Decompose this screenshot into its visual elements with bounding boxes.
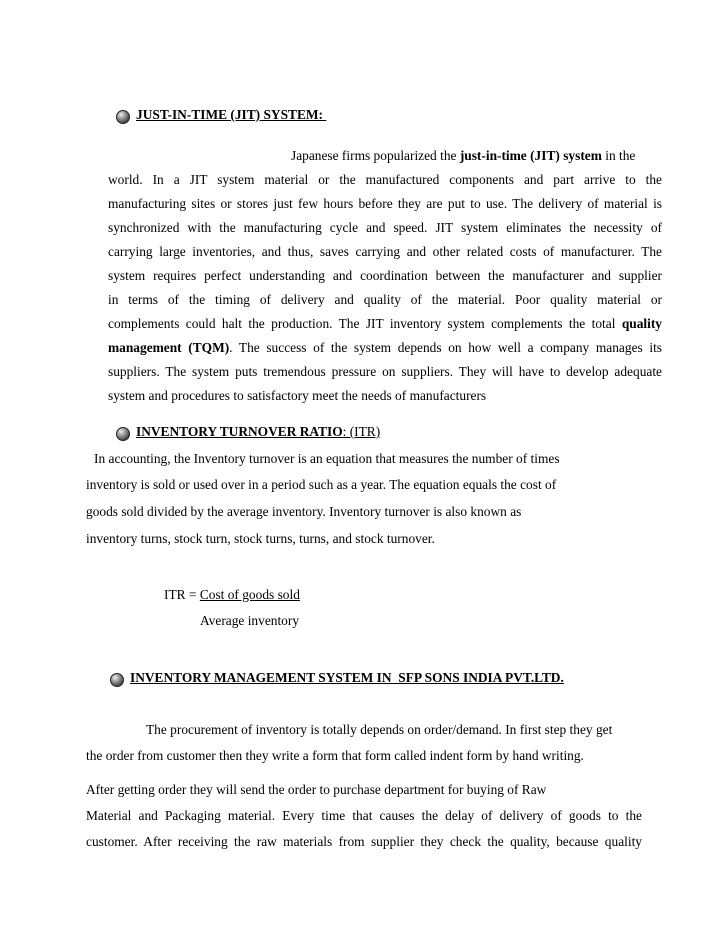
itr-line-4: inventory turns, stock turn, stock turns, turns, and stock turnover. [86,531,435,546]
jit-heading: JUST-IN-TIME (JIT) SYSTEM: [136,107,327,122]
jit-line-1-end: in the [601,148,636,163]
bullet-icon [110,673,124,687]
itr-formula-numerator: Cost of goods sold [199,587,300,602]
jit-line-5: carrying large inventories, and thus, saves carrying and other related costs of manufacturer. The [108,244,662,259]
jit-line-10: suppliers. The system puts tremendous pressure on suppliers. They will have to develop adequate [108,364,662,379]
itr-formula-label: ITR = [164,587,200,602]
sfp-line-3: After getting order they will send the order to purchase department for buying of Raw [86,782,547,797]
jit-line-4: synchronized with the manufacturing cycle and speed. JIT system eliminates the necessity of [108,220,662,235]
sfp-line-1: The procurement of inventory is totally depends on order/demand. In first step they get [146,722,613,737]
jit-line-9 [108,340,662,356]
jit-line-6: system requires perfect understanding and coordination between the manufacturer and supplier [108,268,662,283]
bullet-icon [116,427,130,441]
bullet-icon [116,110,130,124]
itr-line-1: In accounting, the Inventory turnover is an equation that measures the number of times [94,451,560,466]
itr-line-3: goods sold divided by the average inventory. Inventory turnover is also known as [86,504,522,519]
jit-line-3: manufacturing sites or stores just few hours before they are put to use. The delivery of material is [108,196,662,211]
tqm-term-part1: quality [621,316,662,331]
itr-heading-bold: INVENTORY TURNOVER RATIO [136,424,343,439]
jit-line-1-text: Japanese firms popularized the [291,148,460,163]
jit-term: just-in-time (JIT) system [459,148,602,163]
jit-line-8-text: complements could halt the production. The JIT inventory system complements the total [108,316,622,331]
sfp-line-2: the order from customer then they write a form that form called indent form by hand writing. [86,748,584,763]
sfp-line-4: Material and Packaging material. Every time that causes the delay of delivery of goods to the [86,808,642,823]
jit-line-1 [291,148,635,164]
jit-line-8 [108,316,662,332]
itr-formula [164,587,300,603]
jit-line-7: in terms of the timing of delivery and quality of the material. Poor quality material or [108,292,662,307]
itr-heading-rest: : (ITR) [342,424,381,439]
tqm-term-part2: management (TQM) [108,340,230,355]
jit-line-11: system and procedures to satisfactory meet the needs of manufacturers [108,388,487,403]
jit-line-2: world. In a JIT system material or the manufactured components and part arrive to the [108,172,662,187]
sfp-line-5: customer. After receiving the raw materials from supplier they check the quality, because quality [86,834,642,849]
jit-line-9-text: . The success of the system depends on how well a company manages its [229,340,662,355]
itr-line-2: inventory is sold or used over in a period such as a year. The equation equals the cost of [86,477,557,492]
itr-formula-denominator: Average inventory [200,613,300,628]
sfp-heading: INVENTORY MANAGEMENT SYSTEM IN SFP SONS INDIA PVT.LTD. [130,670,564,685]
itr-heading [136,424,380,440]
